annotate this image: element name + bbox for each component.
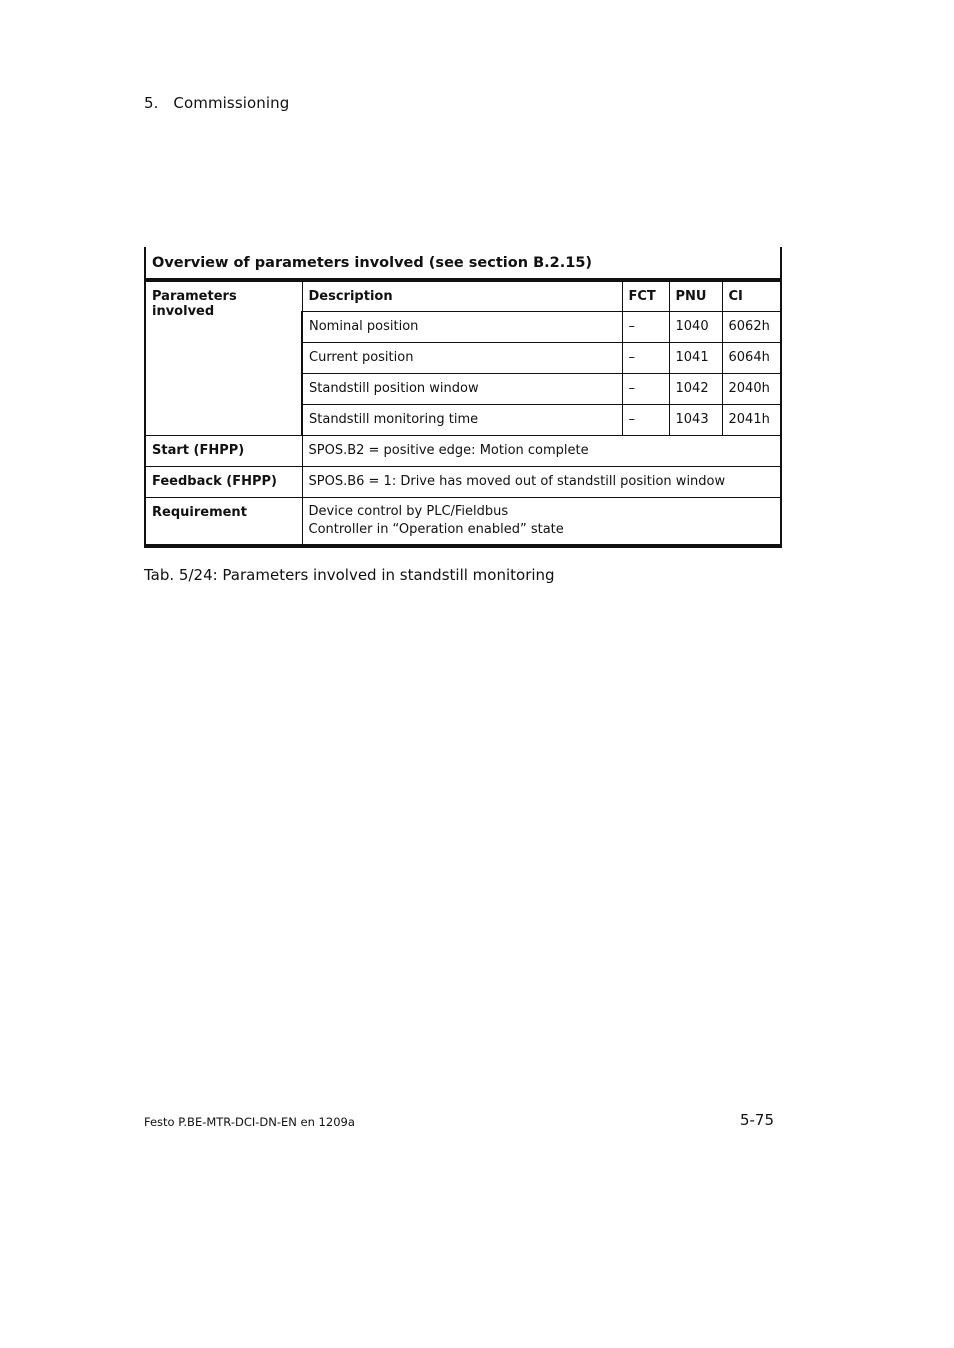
requirement-value — [302, 497, 781, 546]
section-header — [144, 94, 289, 112]
parameter-description: Current position — [302, 342, 622, 373]
start-label: Start (FHPP) — [145, 435, 302, 466]
parameter-pnu: 1042 — [669, 373, 722, 404]
parameter-ci: 2040h — [722, 373, 781, 404]
feedback-label: Feedback (FHPP) — [145, 466, 302, 497]
column-header-description: Description — [302, 280, 622, 311]
parameter-pnu: 1041 — [669, 342, 722, 373]
parameters-table-container — [144, 247, 780, 548]
table-title-row — [145, 247, 781, 280]
column-header-fct: FCT — [622, 280, 669, 311]
parameter-ci: 6064h — [722, 342, 781, 373]
requirement-line-1: Device control by PLC/Fieldbus — [308, 503, 509, 519]
parameter-description: Standstill monitoring time — [302, 404, 622, 435]
section-number: 5. — [144, 94, 159, 112]
start-row — [145, 435, 781, 466]
parameter-fct: – — [622, 404, 669, 435]
parameter-pnu: 1040 — [669, 311, 722, 342]
parameter-description: Nominal position — [302, 311, 622, 342]
parameter-ci: 6062h — [722, 311, 781, 342]
parameters-table — [144, 247, 782, 548]
feedback-value: SPOS.B6 = 1: Drive has moved out of standstill position window — [302, 466, 781, 497]
parameter-fct: – — [622, 342, 669, 373]
start-value: SPOS.B2 = positive edge: Motion complete — [302, 435, 781, 466]
parameters-involved-label: Parameters involved — [145, 280, 302, 435]
parameter-ci: 2041h — [722, 404, 781, 435]
parameter-fct: – — [622, 373, 669, 404]
feedback-row — [145, 466, 781, 497]
column-header-ci: CI — [722, 280, 781, 311]
requirement-row — [145, 497, 781, 546]
parameter-description: Standstill position window — [302, 373, 622, 404]
footer-page-number: 5-75 — [739, 1111, 774, 1129]
column-header-pnu: PNU — [669, 280, 722, 311]
requirement-label: Requirement — [145, 497, 302, 546]
section-title: Commissioning — [173, 94, 290, 112]
table-title: Overview of parameters involved (see section B.2.15) — [145, 247, 781, 280]
requirement-line-2: Controller in “Operation enabled” state — [308, 521, 564, 537]
table-header-row — [145, 280, 781, 311]
footer-document-id: Festo P.BE-MTR-DCI-DN-EN en 1209a — [144, 1115, 355, 1129]
parameter-fct: – — [622, 311, 669, 342]
parameter-pnu: 1043 — [669, 404, 722, 435]
table-caption: Tab. 5/24: Parameters involved in standstill monitoring — [144, 566, 555, 584]
